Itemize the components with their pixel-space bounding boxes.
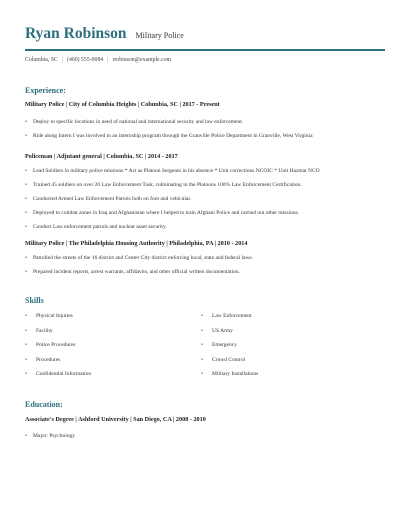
skills-heading: Skills — [25, 296, 44, 305]
education-heading: Education: — [25, 400, 63, 409]
job-bullets — [25, 168, 385, 238]
contact-line — [25, 57, 171, 63]
list-item: • Major: Psychology — [25, 433, 385, 447]
candidate-name: Ryan Robinson — [25, 25, 127, 42]
job-title: Military Police | The Philadelphia Housing Authority | Philadelphia, PA | 2010 - 2014 — [25, 240, 248, 247]
skills-list-left — [25, 313, 91, 386]
list-item: • Trained 45 soldiers on over 20 Law Enforcement Task; culminating in the Platoons 100% Law Enforcement Certification. — [25, 182, 385, 196]
skills-list-right — [201, 313, 258, 386]
list-item: • Conduct Law enforcement patrols and nuclear asset security. — [25, 224, 385, 238]
list-item: • Lead Soldiers in military police missions * Act as Platoon Sergeant in his absence * Unit corrections NCOIC * Unit Hazmat NCO — [25, 168, 385, 182]
education-bullets — [25, 433, 385, 447]
list-item: • Emergency — [201, 342, 258, 357]
contact-phone: (460) 555-0084 — [67, 57, 104, 63]
list-item: • Conducted Armed Law Enforcement Patrols both on foot and vehicular. — [25, 196, 385, 210]
header-divider — [25, 49, 385, 51]
list-item: • Deployed to combat zones in Iraq and Afghanistan where I helped to train Afghani Police and carried out other missions. — [25, 210, 385, 224]
list-item: • Physical Injuries — [25, 313, 91, 328]
contact-city: Columbia, SC — [25, 57, 58, 63]
list-item: • Facility — [25, 328, 91, 343]
job-title: Military Police | City of Columbia Heights | Columbia, SC | 2017 - Present — [25, 101, 220, 108]
list-item: • US Army — [201, 328, 258, 343]
contact-email: rrobinson@example.com — [112, 57, 172, 63]
degree-title: Associate's Degree | Ashford University | San Diego, CA | 2008 - 2010 — [25, 416, 206, 423]
list-item: • Police Procedures — [25, 342, 91, 357]
list-item: • Military Installations — [201, 371, 258, 386]
list-item: • Deploy to specific locations in need of national and international security and law enforcement. — [25, 119, 385, 133]
resume-header — [25, 25, 184, 43]
contact-separator: | — [107, 57, 109, 63]
job-bullets — [25, 119, 385, 147]
list-item: • Prepared incident reports, arrest warrants, affidavits, and other official written documentation. — [25, 269, 385, 283]
list-item: • Law Enforcement — [201, 313, 258, 328]
list-item: • Procedures — [25, 357, 91, 372]
list-item: • Ride along Intern I was involved in an internship program through the Granville Police Department in Granville, West Virginia — [25, 133, 385, 147]
list-item: • Crowd Control — [201, 357, 258, 372]
contact-separator: | — [61, 57, 64, 63]
candidate-title: Military Police — [135, 31, 184, 40]
job-title: Policeman | Adjutant general | Columbia, SC | 2014 - 2017 — [25, 153, 178, 160]
job-bullets — [25, 255, 385, 283]
list-item: • Patrolled the streets of the 16 district and Center City district enforcing local, state and federal laws. — [25, 255, 385, 269]
experience-heading: Experience: — [25, 86, 66, 95]
list-item: • Confidential Information — [25, 371, 91, 386]
